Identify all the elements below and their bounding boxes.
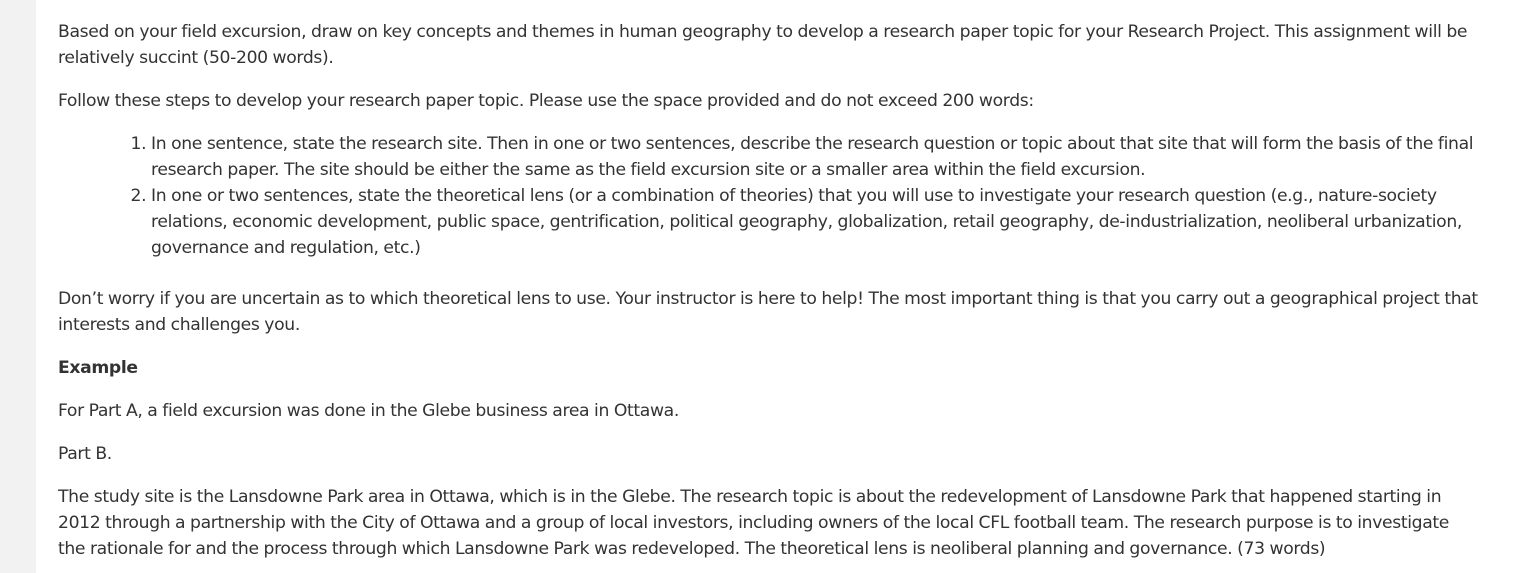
intro-paragraph: Based on your field excursion, draw on key concepts and themes in human geography to develop a research paper topic for your Research Project. This assignment will be relatively succint (50-200 words). [58, 22, 1468, 68]
example-part-b-label: Part B. [58, 444, 112, 464]
example-heading: Example [58, 358, 138, 378]
reassurance-paragraph: Don’t worry if you are uncertain as to which theoretical lens to use. Your instructor is here to help! The most important thing is that you carry out a geographical project that interests and challenges you. [58, 289, 1478, 335]
example-part-b-text: The study site is the Lansdowne Park area in Ottawa, which is in the Glebe. The research topic is about the redevelopment of Lansdowne Park that happened starting in 2012 through a partnership with the City of Ottawa and a group of local investors, including owners of the local CFL football team. The research purpose is to investigate the rationale for and the process through which Lansdowne Park was redeveloped. The theoretical lens is neoliberal planning and governance. (73 words) [58, 487, 1450, 559]
step-item-1: 1. In one sentence, state the research site. Then in one or two sentences, describe the research question or topic about that site that will form the basis of the final research paper. The site should be either the same as the field excursion site or a smaller area within the field excursion. [151, 131, 1479, 183]
steps-list [58, 131, 1479, 261]
step-item-2: 2. In one or two sentences, state the theoretical lens (or a combination of theories) that you will use to investigate your research question (e.g., nature-society relations, economic development, public space, gentrification, political geography, globalization, retail geography, de-industrialization, neoliberal urbanization, governance and regulation, etc.) [151, 183, 1479, 261]
assignment-content [36, 0, 1519, 573]
example-part-a: For Part A, a field excursion was done in the Glebe business area in Ottawa. [58, 401, 679, 421]
instructions-paragraph: Follow these steps to develop your research paper topic. Please use the space provided and do not exceed 200 words: [58, 91, 1034, 111]
